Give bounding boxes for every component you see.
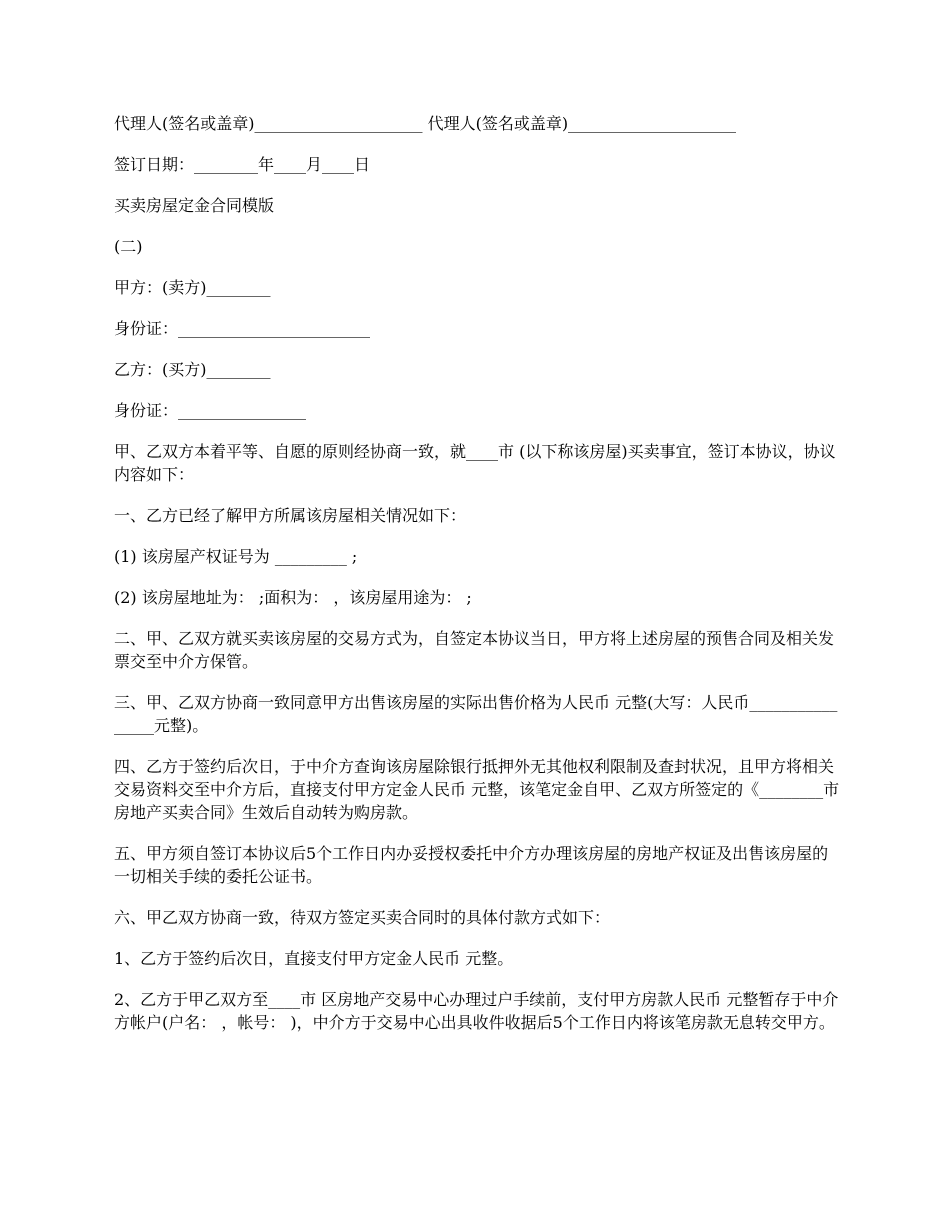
clause-5: 五、甲方须自签订本协议后5个工作日内办妥授权委托中介方办理该房屋的房地产权证及出售该房屋的一切相关手续的委托公证书。 [114, 844, 829, 886]
agreement-intro: 甲、乙双方本着平等、自愿的原则经协商一致，就____市 (以下称该房屋)买卖事宜，签订本协议，协议内容如下： [114, 442, 836, 484]
document-body [114, 112, 840, 1052]
clause-1-item-2: (2) 该房屋地址为： ;面积为： ，该房屋用途为： ; [114, 588, 472, 607]
party-b-id-card: 身份证：________________ [114, 401, 307, 420]
party-a-id-card: 身份证：________________________ [114, 319, 371, 338]
clause-6: 六、甲乙双方协商一致，待双方签定买卖合同时的具体付款方式如下： [114, 908, 611, 927]
section-number: (二) [114, 237, 143, 256]
agent-signature-line: 代理人(签名或盖章)_____________________ 代理人(签名或盖章)_____________________ [114, 114, 737, 133]
clause-1: 一、乙方已经了解甲方所属该房屋相关情况如下： [114, 506, 467, 525]
clause-4: 四、乙方于签约后次日，于中介方查询该房屋除银行抵押外无其他权利限制及查封状况，且甲方将相关交易资料交至中介方后，直接支付甲方定金人民币 元整，该笔定金自甲、乙双方所签定的《________市房地产买卖合同》生效后自动转为购房款。 [114, 757, 840, 822]
signing-date: 签订日期：________年____月____日 [114, 155, 371, 174]
party-a-seller: 甲方：(卖方)________ [114, 278, 271, 297]
clause-1-item-1: (1) 该房屋产权证号为 _________ ; [114, 547, 358, 566]
clause-3: 三、甲、乙双方协商一致同意甲方出售该房屋的实际出售价格为人民币 元整(大写：人民币________________元整)。 [114, 693, 838, 735]
clause-6-item-2: 2、乙方于甲乙双方至____市 区房地产交易中心办理过户手续前，支付甲方房款人民币 元整暂存于中介方帐户(户名： ，帐号： )，中介方于交易中心出具收件收据后5个工作日内将该笔房款无息转交甲方。 [114, 990, 839, 1032]
document-title: 买卖房屋定金合同模版 [114, 196, 275, 215]
party-b-buyer: 乙方：(买方)________ [114, 360, 271, 379]
clause-6-item-1: 1、乙方于签约后次日，直接支付甲方定金人民币 元整。 [114, 949, 514, 968]
clause-2: 二、甲、乙双方就买卖该房屋的交易方式为，自签定本协议当日，甲方将上述房屋的预售合同及相关发票交至中介方保管。 [114, 629, 835, 671]
